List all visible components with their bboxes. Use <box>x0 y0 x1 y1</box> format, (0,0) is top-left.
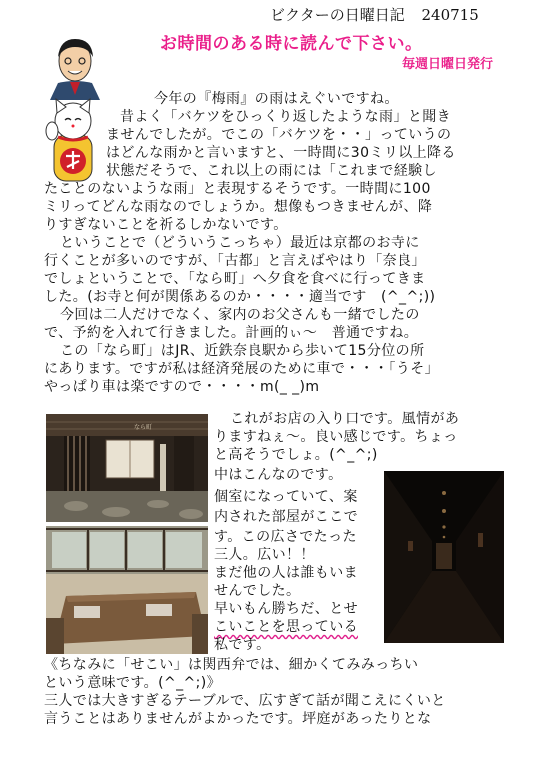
avatar <box>40 35 110 100</box>
issue-date: 240715 <box>421 6 479 24</box>
shop-sign: なら町 <box>134 424 153 431</box>
text-line: 個室になっていて、案 <box>214 489 358 505</box>
text-line: 行くことが多いのですが、「古都」と言えばやはり「奈良」 <box>44 253 426 269</box>
text-line: たことのないような雨」と表現するそうです。一時間に100 <box>44 181 431 197</box>
text-line-underlined: こいことを思っている <box>214 619 358 635</box>
text-line: で、予約を入れて行きました。計画的ぃ～ 普通ですね。 <box>44 325 419 341</box>
text-line: 今回は二人だけでなく、家内のお父さんも一緒でしたの <box>60 307 420 323</box>
text-line: これがお店の入り口です。風情があ <box>230 411 460 427</box>
text-line: まだ他の人は誰もいま <box>214 565 358 581</box>
text-line: ませんでしたが。でこの「バケツを・・」っていうの <box>106 127 452 143</box>
title-text: ビクターの日曜日記 <box>270 6 405 24</box>
corridor-illustration <box>384 471 504 643</box>
text-line: にあります。ですが私は経済発展のために車で・・・「うそ」 <box>44 361 440 377</box>
entrance-illustration <box>46 414 208 522</box>
mascot <box>44 95 102 185</box>
private-room-photo <box>46 526 208 654</box>
text-line: やっぱり車は楽ですので・・・・m(_ _)m <box>44 379 320 395</box>
text-line: と高そうでしょ。(^_^;) <box>214 447 378 463</box>
text-line: す。この広さでたった <box>214 529 357 545</box>
shop-entrance-photo <box>46 414 208 522</box>
text-line: 早いもん勝ちだ、とせ <box>214 601 358 617</box>
text-line: 状態だそうで、これ以上の雨には「これまで経験し <box>106 163 437 179</box>
text-line: 私です。 <box>214 637 271 653</box>
text-line: 三人。広い！！ <box>214 547 315 563</box>
text-line: 言うことはありませんがよかったです。坪庭があったりとな <box>44 711 432 727</box>
text-line: りますねぇ～。良い感じです。ちょっ <box>214 429 458 445</box>
text-line: ミリってどんな雨なのでしょうか。想像もつきませんが、降 <box>44 199 433 215</box>
text-line: した。(お寺と何が関係あるのか・・・・適当です (^_^;)) <box>44 289 436 305</box>
text-line: 今年の『梅雨』の雨はえぐいですね。 <box>154 91 399 107</box>
room-illustration <box>46 526 208 654</box>
maneki-neko-icon <box>44 95 102 185</box>
text-line: この「なら町」はJR、近鉄奈良駅から歩いて15分位の所 <box>60 343 425 359</box>
text-line: 《ちなみに「せこい」は関西弁では、細かくてみみっちい <box>44 657 419 673</box>
text-line: 昔よく「バケツをひっくり返したような雨」と聞き <box>120 109 452 125</box>
text-line: 中はこんなのです。 <box>214 467 343 483</box>
headline: お時間のある時に読んで下さい。 <box>160 34 423 54</box>
schedule-note: 毎週日曜日発行 <box>402 57 494 72</box>
text-line: 三人では大きすぎるテーブルで、広すぎて話が聞こえにくいと <box>44 693 446 709</box>
corridor-photo <box>384 471 504 643</box>
text-line: 内された部屋がここで <box>214 509 358 525</box>
newsletter-title <box>270 4 479 25</box>
avatar-icon <box>40 35 110 100</box>
text-line: りすぎないことを祈るしかないです。 <box>44 217 288 233</box>
text-line: せんでした。 <box>214 583 301 599</box>
text-line: という意味です。(^_^;)》 <box>44 675 221 691</box>
text-line: ということで（どういうこっちゃ）最近は京都のお寺に <box>60 235 420 251</box>
text-line: でしょということで、「なら町」へ夕食を食べに行ってきま <box>44 271 426 287</box>
text-line: はどんな雨かと言いますと、一時間に30ミリ以上降る <box>106 145 456 161</box>
